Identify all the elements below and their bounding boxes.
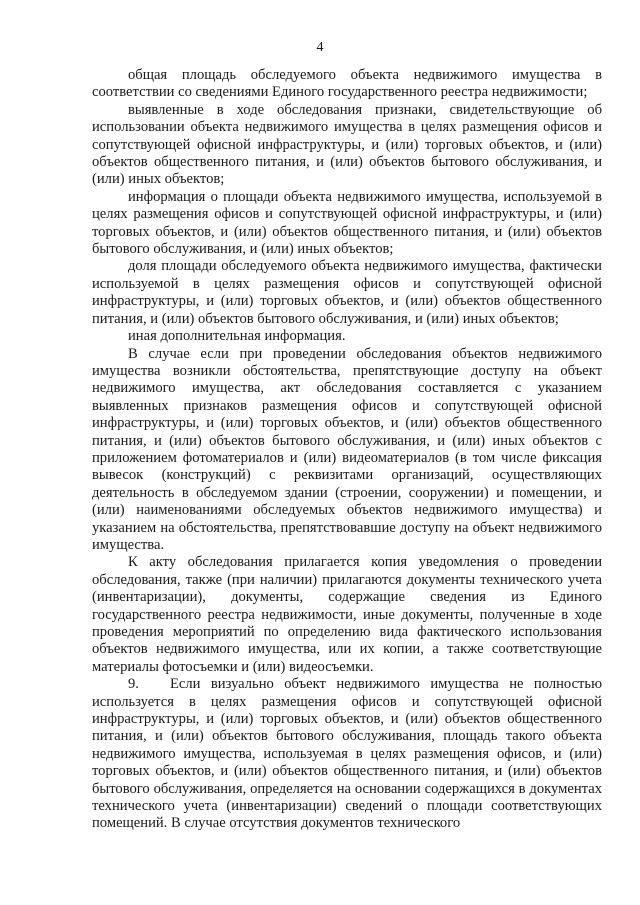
item-9-text: Если визуально объект недвижимого имущества не полностью используется в целях размещения офисов и сопутствующей офисной инфраструктуры, и (или) торговых объектов, и (или) объектов общественного питания, и (или) объектов бытового обслуживания, площадь такого объекта недвижимого имущества, используемая в целях размещения офисов, и (или) торговых объектов, и (или) объектов общественного питания, и (или) объектов бытового обслуживания, определяется на основании содержащихся в документах технического учета (инвентаризации) сведений о площади соответствующих помещений. В случае отсутствия документов технического	[92, 676, 602, 832]
paragraph-area-information: информация о площади объекта недвижимого имущества, используемой в целях размещения офисов и сопутствующей офисной инфраструктуры, и (или) торговых объектов, и (или) объектов общественного питания, и (или) объектов бытового обслуживания, и (или) иных объектов;	[92, 188, 602, 258]
paragraph-item-9	[92, 676, 602, 833]
page-number: 4	[316, 40, 324, 55]
paragraph-act-attachments: К акту обследования прилагается копия уведомления о проведении обследования, также (при наличии) прилагаются документы технического учета (инвентаризации), документы, содержащие сведения из Единого государственного реестра недвижимости, иные документы, полученные в ходе проведения мероприятий по определению вида фактического использования объектов недвижимого имущества, или их копии, а также соответствующие материалы фотосъемки и (или) видеосъемки.	[92, 554, 602, 675]
item-9-number: 9.	[128, 676, 139, 693]
paragraph-total-area: общая площадь обследуемого объекта недвижимого имущества в соответствии со сведениями Единого государственного реестра недвижимости;	[92, 67, 602, 101]
document-body	[92, 67, 602, 833]
paragraph-additional-info: иная дополнительная информация.	[128, 328, 346, 345]
paragraph-identified-signs: выявленные в ходе обследования признаки, свидетельствующие об использовании объекта недвижимого имущества в целях размещения офисов и сопутствующей офисной инфраструктуры, и (или) торговых объектов, и (или) объектов общественного питания, и (или) объектов бытового обслуживания, и (или) иных объектов;	[92, 101, 602, 188]
paragraph-area-share: доля площади обследуемого объекта недвижимого имущества, фактически используемой в целях размещения офисов и сопутствующей офисной инфраструктуры, и (или) торговых объектов, и (или) объектов общественного питания, и (или) объектов бытового обслуживания, и (или) иных объектов;	[92, 258, 602, 327]
paragraph-access-obstacles: В случае если при проведении обследования объектов недвижимого имущества возникли обстоятельства, препятствующие доступу на объект недвижимого имущества, акт обследования составляется с указанием выявленных признаков размещения офисов и сопутствующей офисной инфраструктуры, и (или) торговых объектов, и (или) объектов общественного питания, и (или) объектов бытового обслуживания, и (или) иных объектов с приложением фотоматериалов и (или) видеоматериалов (в том числе фиксация вывесок (конструкций) с реквизитами организаций, осуществляющих деятельность в обследуемом здании (строении, сооружении) и помещении, и (или) наименованиями обследуемых объектов недвижимого имущества) и указанием на обстоятельства, препятствовавшие доступу на объект недвижимого имущества.	[92, 345, 602, 553]
